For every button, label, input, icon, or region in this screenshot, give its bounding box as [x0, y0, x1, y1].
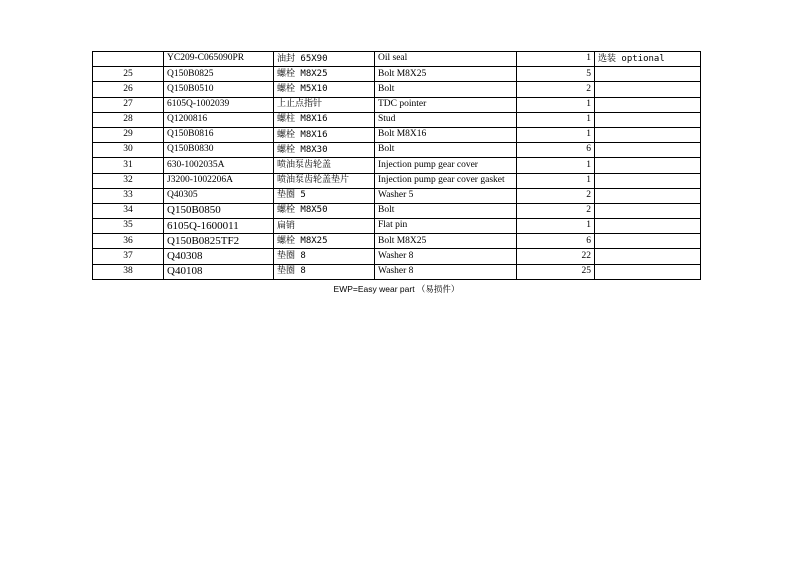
item-number-cell: 29: [93, 127, 164, 142]
quantity-cell: 1: [517, 219, 595, 234]
note-cell: [595, 143, 701, 158]
note-cell: [595, 158, 701, 173]
quantity-cell: 1: [517, 97, 595, 112]
note-cell: [595, 249, 701, 264]
quantity-cell: 1: [517, 112, 595, 127]
note-cell: [595, 173, 701, 188]
english-name-cell: Bolt: [375, 82, 517, 97]
english-name-cell: Injection pump gear cover: [375, 158, 517, 173]
chinese-name-cell: 螺栓 M8X50: [274, 203, 375, 218]
english-name-cell: Washer 5: [375, 188, 517, 203]
chinese-name-cell: 喷油泵齿轮盖: [274, 158, 375, 173]
note-cell: 选装 optional: [595, 52, 701, 67]
item-number-cell: 32: [93, 173, 164, 188]
chinese-name-cell: 上止点指针: [274, 97, 375, 112]
chinese-name-cell: 油封 65X90: [274, 52, 375, 67]
table-row: [93, 52, 701, 67]
part-number-cell: Q150B0816: [164, 127, 274, 142]
quantity-cell: 1: [517, 52, 595, 67]
part-number-cell: 630-1002035A: [164, 158, 274, 173]
item-number-cell: 26: [93, 82, 164, 97]
item-number-cell: [93, 52, 164, 67]
english-name-cell: TDC pointer: [375, 97, 517, 112]
quantity-cell: 2: [517, 203, 595, 218]
part-number-cell: Q150B0825TF2: [164, 234, 274, 249]
table-row: [93, 173, 701, 188]
note-cell: [595, 67, 701, 82]
english-name-cell: Bolt M8X16: [375, 127, 517, 142]
item-number-cell: 35: [93, 219, 164, 234]
table-row: [93, 97, 701, 112]
note-cell: [595, 82, 701, 97]
quantity-cell: 1: [517, 173, 595, 188]
chinese-name-cell: 螺栓 M8X16: [274, 127, 375, 142]
part-number-cell: 6105Q-1600011: [164, 219, 274, 234]
quantity-cell: 1: [517, 127, 595, 142]
table-row: [93, 188, 701, 203]
parts-table-body: [93, 52, 701, 280]
item-number-cell: 30: [93, 143, 164, 158]
item-number-cell: 31: [93, 158, 164, 173]
quantity-cell: 1: [517, 158, 595, 173]
english-name-cell: Washer 8: [375, 249, 517, 264]
quantity-cell: 5: [517, 67, 595, 82]
note-cell: [595, 234, 701, 249]
item-number-cell: 25: [93, 67, 164, 82]
item-number-cell: 36: [93, 234, 164, 249]
table-row: [93, 112, 701, 127]
chinese-name-cell: 垫圈 8: [274, 249, 375, 264]
table-row: [93, 82, 701, 97]
english-name-cell: Flat pin: [375, 219, 517, 234]
note-cell: [595, 188, 701, 203]
table-row: [93, 143, 701, 158]
quantity-cell: 6: [517, 234, 595, 249]
part-number-cell: Q40305: [164, 188, 274, 203]
item-number-cell: 27: [93, 97, 164, 112]
table-row: [93, 219, 701, 234]
table-row: [93, 127, 701, 142]
item-number-cell: 38: [93, 264, 164, 279]
table-row: [93, 249, 701, 264]
chinese-name-cell: 螺栓 M8X25: [274, 234, 375, 249]
part-number-cell: Q150B0510: [164, 82, 274, 97]
part-number-cell: Q150B0825: [164, 67, 274, 82]
part-number-cell: Q150B0830: [164, 143, 274, 158]
table-row: [93, 234, 701, 249]
part-number-cell: YC209-C065090PR: [164, 52, 274, 67]
table-row: [93, 158, 701, 173]
quantity-cell: 2: [517, 188, 595, 203]
english-name-cell: Washer 8: [375, 264, 517, 279]
part-number-cell: Q40108: [164, 264, 274, 279]
english-name-cell: Bolt: [375, 203, 517, 218]
part-number-cell: Q150B0850: [164, 203, 274, 218]
note-cell: [595, 127, 701, 142]
english-name-cell: Bolt: [375, 143, 517, 158]
note-cell: [595, 264, 701, 279]
chinese-name-cell: 螺栓 M8X30: [274, 143, 375, 158]
table-row: [93, 264, 701, 279]
note-cell: [595, 219, 701, 234]
english-name-cell: Stud: [375, 112, 517, 127]
item-number-cell: 33: [93, 188, 164, 203]
note-cell: [595, 97, 701, 112]
item-number-cell: 37: [93, 249, 164, 264]
item-number-cell: 34: [93, 203, 164, 218]
english-name-cell: Bolt M8X25: [375, 67, 517, 82]
quantity-cell: 25: [517, 264, 595, 279]
note-cell: [595, 112, 701, 127]
chinese-name-cell: 喷油泵齿轮盖垫片: [274, 173, 375, 188]
chinese-name-cell: 螺柱 M8X16: [274, 112, 375, 127]
quantity-cell: 2: [517, 82, 595, 97]
english-name-cell: Injection pump gear cover gasket: [375, 173, 517, 188]
table-row: [93, 67, 701, 82]
footnote: EWP=Easy wear part （易损件）: [333, 284, 460, 294]
quantity-cell: 6: [517, 143, 595, 158]
part-number-cell: 6105Q-1002039: [164, 97, 274, 112]
quantity-cell: 22: [517, 249, 595, 264]
note-cell: [595, 203, 701, 218]
parts-table: [92, 51, 701, 280]
english-name-cell: Oil seal: [375, 52, 517, 67]
part-number-cell: Q40308: [164, 249, 274, 264]
part-number-cell: J3200-1002206A: [164, 173, 274, 188]
part-number-cell: Q1200816: [164, 112, 274, 127]
table-row: [93, 203, 701, 218]
chinese-name-cell: 螺栓 M8X25: [274, 67, 375, 82]
chinese-name-cell: 垫圈 5: [274, 188, 375, 203]
chinese-name-cell: 垫圈 8: [274, 264, 375, 279]
english-name-cell: Bolt M8X25: [375, 234, 517, 249]
item-number-cell: 28: [93, 112, 164, 127]
chinese-name-cell: 螺栓 M5X10: [274, 82, 375, 97]
chinese-name-cell: 扁销: [274, 219, 375, 234]
